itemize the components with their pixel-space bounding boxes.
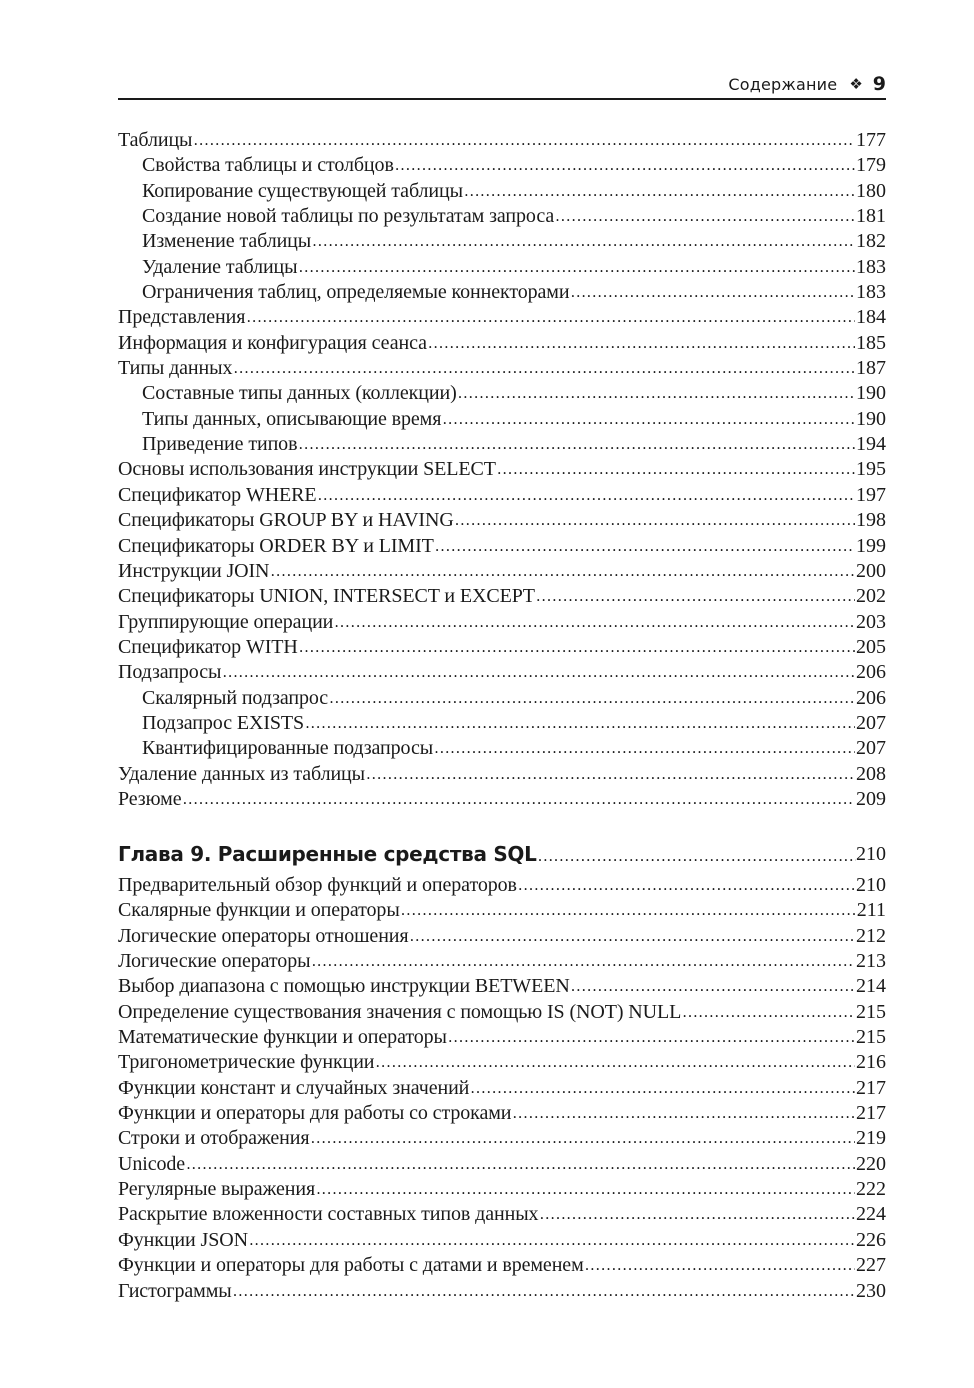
toc-entry-title: Функции констант и случайных значений (118, 1076, 470, 1099)
toc-entry[interactable] (118, 179, 886, 204)
toc-entry-title: Основы использования инструкции SELECT (118, 458, 496, 481)
dot-leader (409, 924, 856, 949)
toc-entry[interactable] (118, 898, 886, 923)
toc-entry-page: 177 (856, 129, 886, 151)
toc-entry-title: Подзапросы (118, 661, 222, 684)
dot-leader (569, 280, 855, 305)
dot-leader (192, 128, 855, 153)
toc-entry-title: Представления (118, 306, 246, 329)
dot-leader (365, 762, 855, 787)
dot-leader (245, 305, 855, 330)
ornament-icon: ❖ (849, 75, 863, 93)
toc-entry[interactable] (118, 1228, 886, 1253)
toc-entry[interactable] (118, 736, 886, 761)
toc-entry-title: Типы данных, описывающие время (142, 407, 442, 430)
toc-entry-title: Группирующие операции (118, 610, 334, 633)
dot-leader (469, 1076, 855, 1101)
toc-entry-page: 217 (856, 1102, 886, 1125)
toc-entry-title: Спецификатор WHERE (118, 483, 317, 506)
toc-entry-page: 185 (856, 331, 886, 354)
toc-entry[interactable] (118, 483, 886, 508)
toc-entry[interactable] (118, 432, 886, 457)
dot-leader (317, 483, 855, 508)
toc-entry[interactable] (118, 1050, 886, 1075)
toc-entry-page: 184 (856, 306, 886, 329)
toc-entry[interactable] (118, 305, 886, 330)
toc-entry[interactable] (118, 331, 886, 356)
toc-entry[interactable] (118, 1152, 886, 1177)
dot-leader (248, 1228, 855, 1253)
toc-entry-title: Гистограммы (118, 1279, 232, 1302)
dot-leader (570, 974, 855, 999)
toc-entry[interactable] (118, 949, 886, 974)
page-number: 9 (872, 73, 886, 95)
toc-entry-page: 227 (856, 1254, 886, 1277)
dot-leader (232, 1279, 855, 1304)
toc-entry-page: 206 (856, 661, 886, 684)
toc-entry-title: Выбор диапазона с помощью инструкции BETWEEN (118, 975, 570, 998)
dot-leader (185, 1152, 855, 1177)
toc-entry[interactable] (118, 762, 886, 787)
toc-entry[interactable] (118, 924, 886, 949)
dot-leader (554, 204, 855, 229)
dot-leader (496, 457, 855, 482)
toc-entry-page: 207 (856, 737, 886, 760)
toc-entry[interactable] (118, 457, 886, 482)
toc-entry-page: 179 (856, 154, 886, 177)
dot-leader (447, 1025, 855, 1050)
dot-leader (221, 660, 855, 685)
toc-entry-title: Ограничения таблиц, определяемые коннекторами (142, 281, 570, 304)
dot-leader (182, 787, 856, 812)
dot-leader (333, 610, 855, 635)
running-header-title: Содержание (728, 74, 838, 94)
toc-entry-page: 208 (856, 762, 886, 785)
toc-entry[interactable] (118, 660, 886, 685)
toc-entry[interactable] (118, 1177, 886, 1202)
toc-entry[interactable] (118, 1000, 886, 1025)
toc-chapter-heading[interactable] (118, 839, 886, 869)
toc-entry-title: Строки и отображения (118, 1127, 310, 1150)
toc-entry-page: 210 (856, 874, 886, 896)
toc-entry-title: Логические операторы (118, 950, 311, 973)
toc-entry[interactable] (118, 559, 886, 584)
toc-entry-page: 212 (856, 924, 886, 947)
toc-entry-title: Функции и операторы для работы с датами и временем (118, 1254, 584, 1277)
toc-entry-title: Изменение таблицы (142, 230, 312, 253)
toc-entry-title: Тригонометрические функции (118, 1051, 375, 1074)
toc-entry[interactable] (118, 534, 886, 559)
dot-leader (311, 229, 855, 254)
dot-leader (298, 255, 856, 280)
toc-entry-page: 213 (856, 950, 886, 973)
toc-entry-title: Копирование существующей таблицы (142, 179, 463, 202)
toc-entry[interactable] (118, 407, 886, 432)
dot-leader (454, 508, 855, 533)
dot-leader (538, 1202, 855, 1227)
toc-entry-title: Инструкции JOIN (118, 559, 270, 582)
toc-entry-page: 209 (856, 787, 886, 810)
toc-entry[interactable] (118, 204, 886, 229)
toc-entry-page: 207 (856, 711, 886, 734)
dot-leader (394, 153, 855, 178)
toc-entry[interactable] (118, 1101, 886, 1126)
toc-entry-title: Раскрытие вложенности составных типов данных (118, 1203, 539, 1226)
toc-entry[interactable] (118, 1126, 886, 1151)
toc-entry-title: Спецификатор WITH (118, 635, 298, 658)
toc-entry-page: 199 (856, 534, 886, 557)
toc-entry[interactable] (118, 1253, 886, 1278)
toc-entry-page: 198 (856, 509, 886, 532)
toc-entry-title: Удаление данных из таблицы (118, 762, 365, 785)
dot-leader (310, 949, 855, 974)
dot-leader (310, 1126, 856, 1151)
toc-entry-page: 194 (856, 433, 886, 456)
toc-entry-title: Свойства таблицы и столбцов (142, 154, 394, 177)
toc-entry-title: Unicode (118, 1152, 186, 1175)
toc-entry-page: 190 (856, 407, 886, 430)
dot-leader (463, 179, 855, 204)
toc-entry-page: 217 (856, 1076, 886, 1099)
dot-leader (297, 432, 855, 457)
toc-entry-page: 181 (856, 205, 886, 228)
toc-entry-page: 215 (856, 1000, 886, 1023)
toc-entry-page: 214 (856, 975, 886, 998)
toc-entry-page: 202 (856, 585, 886, 608)
dot-leader (537, 839, 856, 869)
toc-entry-page: 197 (856, 483, 886, 506)
toc-entry[interactable] (118, 153, 886, 178)
dot-leader (434, 534, 855, 559)
dot-leader (584, 1253, 855, 1278)
dot-leader (400, 898, 856, 923)
toc-entry-title: Информация и конфигурация сеанса (118, 331, 427, 354)
toc-section-2 (118, 873, 886, 1304)
toc-entry[interactable] (118, 873, 886, 898)
dot-leader (304, 711, 855, 736)
toc-entry[interactable] (118, 255, 886, 280)
toc-entry-title: Скалярные функции и операторы (118, 899, 400, 922)
toc-entry-title: Резюме (118, 787, 182, 810)
dot-leader (517, 873, 855, 898)
toc-entry-title: Спецификаторы UNION, INTERSECT и EXCEPT (118, 585, 535, 608)
toc-entry-page: 183 (856, 281, 886, 304)
toc-entry-page: 187 (856, 357, 886, 380)
dot-leader (433, 736, 855, 761)
toc-entry-page: 215 (856, 1026, 886, 1049)
toc-entry[interactable] (118, 635, 886, 660)
toc-entry-title: Логические операторы отношения (118, 924, 409, 947)
dot-leader (328, 686, 855, 711)
toc-entry-page: 195 (856, 458, 886, 481)
toc-chapter-title: Глава 9. Расширенные средства SQL (118, 842, 537, 866)
toc-entry-title: Типы данных (118, 357, 233, 380)
toc-entry-title: Скалярный подзапрос (142, 686, 329, 709)
toc-entry-page: 211 (856, 899, 886, 922)
toc-entry-page: 190 (856, 382, 886, 405)
toc-section-1 (118, 128, 886, 812)
toc-entry-page: 206 (856, 686, 886, 709)
toc-entry-page: 220 (856, 1152, 886, 1175)
toc-entry-title: Таблицы (118, 129, 193, 151)
toc-entry-page: 203 (856, 610, 886, 633)
toc-entry[interactable] (118, 1202, 886, 1227)
toc-entry-title: Составные типы данных (коллекции) (142, 382, 457, 405)
toc-entry[interactable] (118, 1025, 886, 1050)
dot-leader (535, 584, 855, 609)
running-header (118, 70, 886, 100)
toc-entry-title: Функции JSON (118, 1228, 248, 1251)
dot-leader (315, 1177, 855, 1202)
toc-entry-page: 219 (856, 1127, 886, 1150)
toc-entry-page: 180 (856, 179, 886, 202)
dot-leader (511, 1101, 855, 1126)
toc-entry-title: Предварительный обзор функций и операторов (118, 874, 517, 896)
toc-entry[interactable] (118, 508, 886, 533)
toc-entry[interactable] (118, 1279, 886, 1304)
dot-leader (232, 356, 855, 381)
toc-entry-title: Удаление таблицы (142, 255, 298, 278)
toc-entry[interactable] (118, 610, 886, 635)
dot-leader (441, 407, 855, 432)
toc-entry-title: Математические функции и операторы (118, 1026, 447, 1049)
toc-entry-title: Функции и операторы для работы со строками (118, 1102, 512, 1125)
toc-entry[interactable] (118, 229, 886, 254)
toc-entry-title: Спецификаторы GROUP BY и HAVING (118, 509, 454, 532)
toc-entry-page: 224 (856, 1203, 886, 1226)
toc-entry[interactable] (118, 381, 886, 406)
toc-entry-title: Регулярные выражения (118, 1178, 316, 1201)
dot-leader (427, 331, 855, 356)
dot-leader (374, 1050, 855, 1075)
toc-entry-page: 222 (856, 1178, 886, 1201)
toc-chapter-9 (118, 839, 886, 869)
toc-entry-title: Определение существования значения с помощью IS (NOT) NULL (118, 1000, 682, 1023)
toc-entry[interactable] (118, 280, 886, 305)
toc-entry-page: 205 (856, 635, 886, 658)
dot-leader (298, 635, 855, 660)
toc-entry[interactable] (118, 686, 886, 711)
toc-entry-page: 226 (856, 1228, 886, 1251)
dot-leader (269, 559, 855, 584)
toc-entry-title: Спецификаторы ORDER BY и LIMIT (118, 534, 434, 557)
toc-entry[interactable] (118, 787, 886, 812)
toc-entry[interactable] (118, 128, 886, 153)
dot-leader (681, 1000, 855, 1025)
toc-entry[interactable] (118, 584, 886, 609)
toc-entry[interactable] (118, 711, 886, 736)
toc-entry-title: Подзапрос EXISTS (142, 711, 305, 734)
toc-entry-title: Квантифицированные подзапросы (142, 737, 434, 760)
toc-entry[interactable] (118, 1076, 886, 1101)
toc-entry[interactable] (118, 356, 886, 381)
toc-entry-page: 216 (856, 1051, 886, 1074)
toc-chapter-page: 210 (856, 843, 886, 865)
toc-entry-page: 183 (856, 255, 886, 278)
toc-entry-title: Создание новой таблицы по результатам запроса (142, 205, 555, 228)
toc-entry-page: 200 (856, 559, 886, 582)
toc-entry-page: 230 (856, 1279, 886, 1302)
toc-entry-page: 182 (856, 230, 886, 253)
toc-entry-title: Приведение типов (142, 433, 298, 456)
toc-entry[interactable] (118, 974, 886, 999)
dot-leader (457, 381, 855, 406)
